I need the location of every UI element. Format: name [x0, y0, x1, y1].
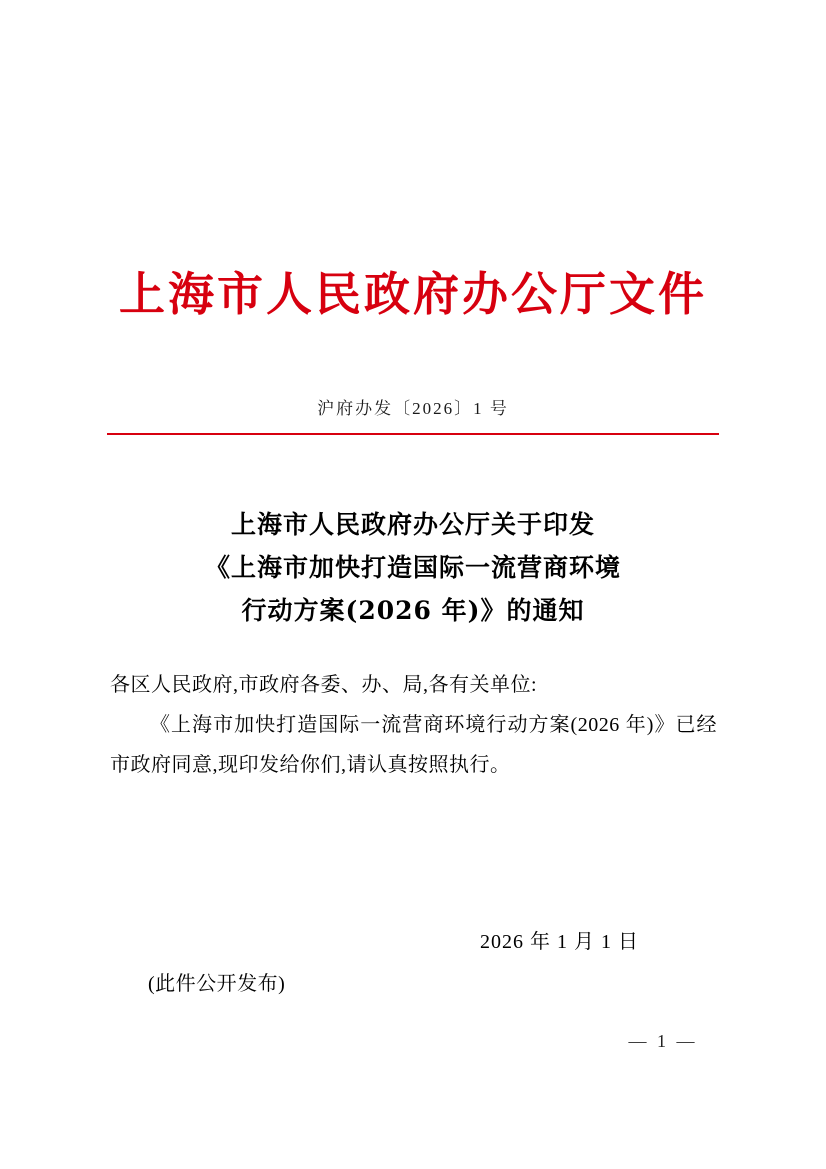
notice-title-line-3: 行动方案(2026 年)》的通知	[241, 596, 585, 625]
notice-title	[113, 503, 713, 632]
notice-title-line-1: 上海市人民政府办公厅关于印发	[230, 510, 595, 539]
body-paragraph: 《上海市加快打造国际一流营商环境行动方案(2026 年)》已经市政府同意,现印发给你们,请认真按照执行。	[110, 714, 717, 776]
red-divider-rule	[107, 433, 719, 435]
page-number: — 1 —	[628, 1031, 698, 1051]
document-number: 沪府办发〔2026〕1 号	[317, 399, 509, 418]
recipients-line: 各区人民政府,市政府各委、办、局,各有关单位:	[110, 674, 538, 696]
masthead-title: 上海市人民政府办公厅文件	[119, 267, 707, 321]
masthead	[0, 268, 826, 321]
signature-date: 2026 年 1 月 1 日	[480, 931, 639, 953]
publish-note: (此件公开发布)	[148, 973, 286, 995]
notice-title-line-2: 《上海市加快打造国际一流营商环境	[204, 553, 621, 582]
body-content	[110, 665, 717, 785]
